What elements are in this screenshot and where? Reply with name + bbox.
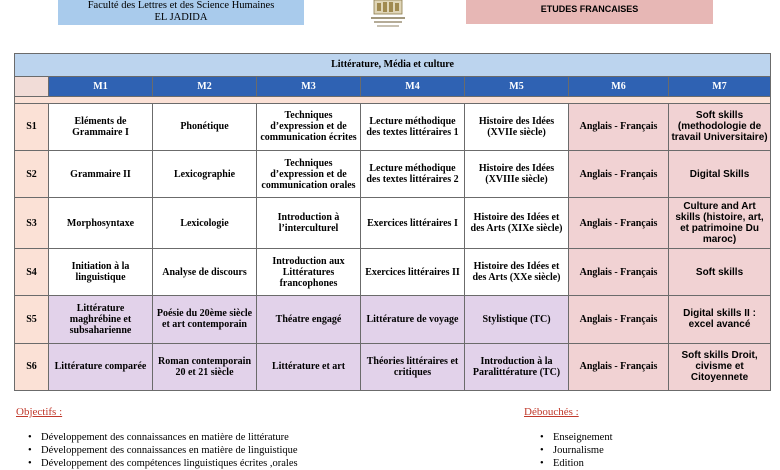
module-cell: Littérature de voyage [361,296,465,343]
module-cell: Anglais - Français [569,296,669,343]
module-cell: Littérature et art [257,343,361,390]
department-name: ETUDES FRANCAISES [540,4,639,14]
module-cell: Lexicographie [153,150,257,197]
module-cell: Digital Skills [669,150,771,197]
module-cell: Lecture méthodique des textes littéraires 1 [361,103,465,150]
module-header: M3 [257,76,361,96]
module-cell: Anglais - Français [569,150,669,197]
module-cell: Exercices littéraires I [361,198,465,249]
semester-label: S4 [15,248,49,295]
module-cell: Histoire des Idées et des Arts (XXe siècle) [465,248,569,295]
module-cell: Soft skills [669,248,771,295]
module-cell: Culture and Art skills (histoire, art, et patrimoine Du maroc) [669,198,771,249]
debouches-list [540,431,612,470]
module-cell: Poésie du 20ème siècle et art contemporain [153,296,257,343]
module-cell: Techniques d’expression et de communication écrites [257,103,361,150]
module-cell: Morphosyntaxe [49,198,153,249]
module-cell: Histoire des Idées (XVIIIe siècle) [465,150,569,197]
module-cell: Techniques d’expression et de communication orales [257,150,361,197]
debouches-title: Débouchés : [524,406,579,418]
module-cell: Lexicologie [153,198,257,249]
semester-label: S5 [15,296,49,343]
faculty-name: Faculté des Lettres et des Science Humaines [87,0,275,11]
module-cell: Soft skills (methodologie de travail Universitaire) [669,103,771,150]
module-cell: Anglais - Français [569,248,669,295]
list-item: • Développement des connaissances en matière de littérature [28,431,298,444]
module-cell: Théatre engagé [257,296,361,343]
module-cell: Théories littéraires et critiques [361,343,465,390]
module-header: M5 [465,76,569,96]
table-row [15,150,771,197]
table-title: Littérature, Média et culture [15,54,771,77]
semester-label: S6 [15,343,49,390]
module-cell: Stylistique (TC) [465,296,569,343]
table-row [15,248,771,295]
module-header: M2 [153,76,257,96]
module-cell: Grammaire II [49,150,153,197]
table-row [15,296,771,343]
module-cell: Roman contemporain 20 et 21 siècle [153,343,257,390]
university-crest-icon [365,0,411,30]
module-cell: Littérature comparée [49,343,153,390]
semester-label: S1 [15,103,49,150]
module-cell: Analyse de discours [153,248,257,295]
module-header: M4 [361,76,465,96]
module-header: M1 [49,76,153,96]
semester-label: S2 [15,150,49,197]
module-cell: Eléments de Grammaire I [49,103,153,150]
list-item: • Développement des compétences linguistiques écrites ,orales [28,457,298,470]
module-cell: Introduction à la Paralittérature (TC) [465,343,569,390]
module-header: M6 [569,76,669,96]
list-item: • Edition [540,457,612,470]
module-cell: Digital skills II : excel avancé [669,296,771,343]
table-row [15,198,771,249]
faculty-banner [58,0,304,25]
module-header: M7 [669,76,771,96]
semester-label: S3 [15,198,49,249]
objectifs-list [28,431,298,470]
program-table [14,53,771,391]
list-item: • Journalisme [540,444,612,457]
list-item: • Enseignement [540,431,612,444]
module-cell: Lecture méthodique des textes littéraires 2 [361,150,465,197]
module-cell: Anglais - Français [569,343,669,390]
module-cell: Littérature maghrébine et subsaharienne [49,296,153,343]
module-cell: Exercices littéraires II [361,248,465,295]
module-cell: Introduction aux Littératures francophones [257,248,361,295]
module-cell: Histoire des Idées et des Arts (XIXe siècle) [465,198,569,249]
module-cell: Histoire des Idées (XVIIe siècle) [465,103,569,150]
table-row [15,103,771,150]
faculty-city: EL JADIDA [154,12,208,23]
module-cell: Anglais - Français [569,198,669,249]
module-cell: Soft skills Droit, civisme et Citoyennete [669,343,771,390]
module-cell: Initiation à la linguistique [49,248,153,295]
module-cell: Introduction à l’interculturel [257,198,361,249]
header-corner [15,76,49,96]
table-row [15,343,771,390]
module-cell: Anglais - Français [569,103,669,150]
objectifs-title: Objectifs : [16,406,63,418]
list-item: • Développement des connaissances en matière de linguistique [28,444,298,457]
department-banner [466,0,713,24]
module-cell: Phonétique [153,103,257,150]
